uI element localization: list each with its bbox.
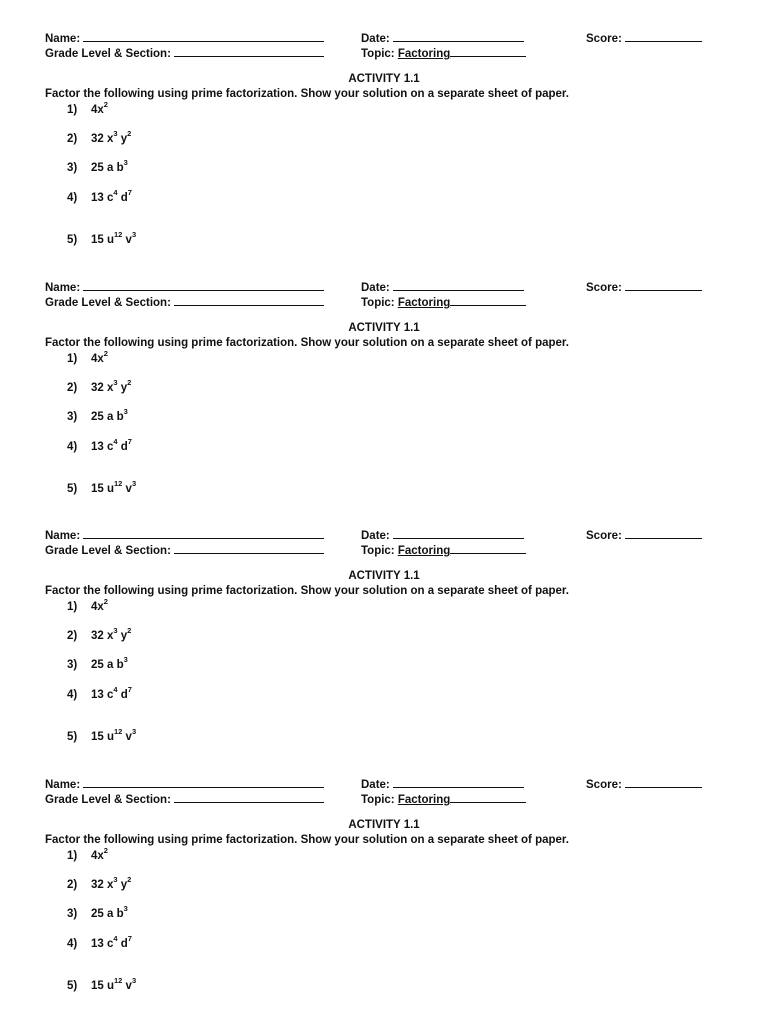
grade-label: Grade Level & Section: xyxy=(45,48,171,60)
expression-base: 13 c xyxy=(91,938,114,950)
topic-value: Factoring xyxy=(397,48,451,60)
problem-expression xyxy=(91,378,132,394)
name-field[interactable] xyxy=(45,279,324,295)
problem-number: 4) xyxy=(67,441,78,453)
expression-exponent: 3 xyxy=(113,626,118,636)
grade-label: Grade Level & Section: xyxy=(45,794,171,806)
topic-value: Factoring xyxy=(397,794,451,806)
grade-section-field[interactable] xyxy=(45,791,324,807)
score-blank[interactable] xyxy=(625,30,702,42)
problem-expression xyxy=(91,655,128,671)
expression-exponent: 3 xyxy=(131,727,137,737)
expression-exponent: 4 xyxy=(113,437,118,447)
problem-number: 2) xyxy=(67,630,78,642)
expression-base: v xyxy=(122,234,132,246)
expression-base: d xyxy=(117,192,128,204)
score-blank[interactable] xyxy=(625,279,702,291)
problem-item xyxy=(67,230,137,247)
expression-exponent: 2 xyxy=(103,349,108,359)
activity-title: ACTIVITY 1.1 xyxy=(348,819,420,831)
activity-block xyxy=(0,30,768,278)
problem-expression xyxy=(91,230,137,246)
problem-expression xyxy=(91,904,128,920)
activity-block xyxy=(0,279,768,527)
expression-exponent: 12 xyxy=(114,230,123,240)
expression-base: 4x xyxy=(91,850,104,862)
expression-base: y xyxy=(117,382,128,394)
topic-field xyxy=(361,542,526,558)
expression-base: 32 x xyxy=(91,630,114,642)
expression-exponent: 2 xyxy=(103,846,108,856)
problem-item xyxy=(67,437,132,454)
date-field[interactable] xyxy=(361,527,524,543)
date-blank[interactable] xyxy=(393,279,524,291)
expression-base: 25 a b xyxy=(91,908,124,920)
name-label: Name: xyxy=(45,282,81,294)
expression-base: v xyxy=(122,731,132,743)
expression-base: d xyxy=(117,441,128,453)
problem-expression xyxy=(91,188,132,204)
date-label: Date: xyxy=(361,779,390,791)
problem-number: 2) xyxy=(67,879,78,891)
name-field[interactable] xyxy=(45,527,324,543)
problem-item xyxy=(67,479,137,496)
expression-exponent: 7 xyxy=(127,685,132,695)
grade-label: Grade Level & Section: xyxy=(45,545,171,557)
problem-number: 2) xyxy=(67,382,78,394)
topic-blank xyxy=(450,542,526,554)
problem-item xyxy=(67,934,132,951)
expression-exponent: 3 xyxy=(131,976,137,986)
problem-item xyxy=(67,158,128,175)
score-field[interactable] xyxy=(586,30,702,46)
problem-expression xyxy=(91,875,132,891)
grade-label: Grade Level & Section: xyxy=(45,297,171,309)
score-label: Score: xyxy=(586,530,622,542)
expression-exponent: 12 xyxy=(114,479,123,489)
problem-item xyxy=(67,349,108,366)
grade-blank[interactable] xyxy=(174,542,324,554)
expression-base: d xyxy=(117,689,128,701)
expression-exponent: 3 xyxy=(113,129,118,139)
expression-exponent: 7 xyxy=(127,437,132,447)
score-blank[interactable] xyxy=(625,527,702,539)
topic-value: Factoring xyxy=(397,297,451,309)
problem-number: 3) xyxy=(67,411,78,423)
topic-blank xyxy=(450,45,526,57)
expression-base: y xyxy=(117,133,128,145)
expression-exponent: 4 xyxy=(113,685,118,695)
score-label: Score: xyxy=(586,33,622,45)
score-field[interactable] xyxy=(586,776,702,792)
date-label: Date: xyxy=(361,33,390,45)
score-label: Score: xyxy=(586,282,622,294)
problem-item xyxy=(67,129,132,146)
name-blank[interactable] xyxy=(83,279,324,291)
problem-number: 3) xyxy=(67,908,78,920)
topic-field xyxy=(361,45,526,61)
name-blank[interactable] xyxy=(83,776,324,788)
problem-item xyxy=(67,597,108,614)
problem-expression xyxy=(91,626,132,642)
expression-base: 25 a b xyxy=(91,659,124,671)
date-label: Date: xyxy=(361,530,390,542)
problem-expression xyxy=(91,597,108,613)
problem-number: 1) xyxy=(67,850,78,862)
expression-exponent: 12 xyxy=(114,976,123,986)
topic-blank xyxy=(450,294,526,306)
score-field[interactable] xyxy=(586,279,702,295)
date-field[interactable] xyxy=(361,30,524,46)
date-field[interactable] xyxy=(361,279,524,295)
score-blank[interactable] xyxy=(625,776,702,788)
problem-expression xyxy=(91,349,108,365)
name-blank[interactable] xyxy=(83,30,324,42)
problem-expression xyxy=(91,479,137,495)
expression-base: d xyxy=(117,938,128,950)
instructions: Factor the following using prime factorization. Show your solution on a separate sheet of paper. xyxy=(45,585,569,597)
problem-item xyxy=(67,378,132,395)
expression-base: 15 u xyxy=(91,234,115,246)
problem-number: 1) xyxy=(67,104,78,116)
score-label: Score: xyxy=(586,779,622,791)
problem-expression xyxy=(91,129,132,145)
problem-number: 4) xyxy=(67,192,78,204)
problem-item xyxy=(67,727,137,744)
name-field[interactable] xyxy=(45,30,324,46)
problem-number: 1) xyxy=(67,601,78,613)
problem-expression xyxy=(91,976,137,992)
expression-exponent: 2 xyxy=(127,626,132,636)
topic-field xyxy=(361,294,526,310)
problem-expression xyxy=(91,100,108,116)
problem-item xyxy=(67,846,108,863)
date-blank[interactable] xyxy=(393,527,524,539)
problem-expression xyxy=(91,727,137,743)
instructions: Factor the following using prime factorization. Show your solution on a separate sheet of paper. xyxy=(45,337,569,349)
grade-section-field[interactable] xyxy=(45,45,324,61)
expression-exponent: 7 xyxy=(127,188,132,198)
date-blank[interactable] xyxy=(393,30,524,42)
problem-expression xyxy=(91,437,132,453)
problem-expression xyxy=(91,685,132,701)
expression-base: 4x xyxy=(91,601,104,613)
expression-exponent: 3 xyxy=(131,230,137,240)
expression-base: 25 a b xyxy=(91,162,124,174)
grade-section-field[interactable] xyxy=(45,542,324,558)
expression-exponent: 3 xyxy=(131,479,137,489)
expression-base: 32 x xyxy=(91,382,114,394)
activity-block xyxy=(0,527,768,775)
problem-item xyxy=(67,976,137,993)
name-label: Name: xyxy=(45,33,81,45)
expression-exponent: 4 xyxy=(113,934,118,944)
expression-exponent: 3 xyxy=(123,655,128,665)
problem-expression xyxy=(91,407,128,423)
topic-label: Topic: xyxy=(361,545,395,557)
expression-exponent: 3 xyxy=(113,875,118,885)
expression-exponent: 3 xyxy=(123,158,128,168)
problem-item xyxy=(67,655,128,672)
topic-value: Factoring xyxy=(397,545,451,557)
topic-label: Topic: xyxy=(361,48,395,60)
grade-section-field[interactable] xyxy=(45,294,324,310)
expression-base: 15 u xyxy=(91,731,115,743)
expression-exponent: 3 xyxy=(123,904,128,914)
date-label: Date: xyxy=(361,282,390,294)
problem-number: 1) xyxy=(67,353,78,365)
topic-label: Topic: xyxy=(361,794,395,806)
expression-base: 15 u xyxy=(91,483,115,495)
date-field[interactable] xyxy=(361,776,524,792)
problem-number: 3) xyxy=(67,162,78,174)
activity-title: ACTIVITY 1.1 xyxy=(348,322,420,334)
instructions: Factor the following using prime factorization. Show your solution on a separate sheet of paper. xyxy=(45,834,569,846)
expression-base: 13 c xyxy=(91,441,114,453)
date-blank[interactable] xyxy=(393,776,524,788)
grade-blank[interactable] xyxy=(174,791,324,803)
problem-item xyxy=(67,626,132,643)
instructions: Factor the following using prime factorization. Show your solution on a separate sheet of paper. xyxy=(45,88,569,100)
problem-number: 4) xyxy=(67,938,78,950)
expression-base: 15 u xyxy=(91,980,115,992)
expression-exponent: 2 xyxy=(103,597,108,607)
expression-exponent: 2 xyxy=(127,129,132,139)
expression-exponent: 2 xyxy=(127,378,132,388)
activity-title: ACTIVITY 1.1 xyxy=(348,73,420,85)
grade-blank[interactable] xyxy=(174,294,324,306)
problem-expression xyxy=(91,158,128,174)
problem-item xyxy=(67,904,128,921)
problem-number: 3) xyxy=(67,659,78,671)
problem-number: 5) xyxy=(67,483,78,495)
name-label: Name: xyxy=(45,779,81,791)
score-field[interactable] xyxy=(586,527,702,543)
name-field[interactable] xyxy=(45,776,324,792)
problem-item xyxy=(67,875,132,892)
expression-base: 4x xyxy=(91,353,104,365)
expression-base: 32 x xyxy=(91,879,114,891)
expression-base: y xyxy=(117,630,128,642)
expression-base: 13 c xyxy=(91,689,114,701)
expression-exponent: 2 xyxy=(127,875,132,885)
topic-blank xyxy=(450,791,526,803)
expression-exponent: 4 xyxy=(113,188,118,198)
problem-expression xyxy=(91,846,108,862)
expression-base: 25 a b xyxy=(91,411,124,423)
problem-item xyxy=(67,100,108,117)
expression-exponent: 7 xyxy=(127,934,132,944)
name-label: Name: xyxy=(45,530,81,542)
expression-exponent: 3 xyxy=(113,378,118,388)
problem-item xyxy=(67,407,128,424)
expression-base: 4x xyxy=(91,104,104,116)
expression-base: v xyxy=(122,483,132,495)
problem-number: 5) xyxy=(67,980,78,992)
expression-base: 13 c xyxy=(91,192,114,204)
activity-title: ACTIVITY 1.1 xyxy=(348,570,420,582)
problem-number: 2) xyxy=(67,133,78,145)
expression-base: y xyxy=(117,879,128,891)
problem-expression xyxy=(91,934,132,950)
expression-base: v xyxy=(122,980,132,992)
topic-field xyxy=(361,791,526,807)
problem-number: 4) xyxy=(67,689,78,701)
name-blank[interactable] xyxy=(83,527,324,539)
problem-item xyxy=(67,685,132,702)
expression-exponent: 2 xyxy=(103,100,108,110)
problem-number: 5) xyxy=(67,731,78,743)
expression-exponent: 3 xyxy=(123,407,128,417)
grade-blank[interactable] xyxy=(174,45,324,57)
activity-block xyxy=(0,776,768,1024)
expression-base: 32 x xyxy=(91,133,114,145)
problem-number: 5) xyxy=(67,234,78,246)
topic-label: Topic: xyxy=(361,297,395,309)
expression-exponent: 12 xyxy=(114,727,123,737)
problem-item xyxy=(67,188,132,205)
